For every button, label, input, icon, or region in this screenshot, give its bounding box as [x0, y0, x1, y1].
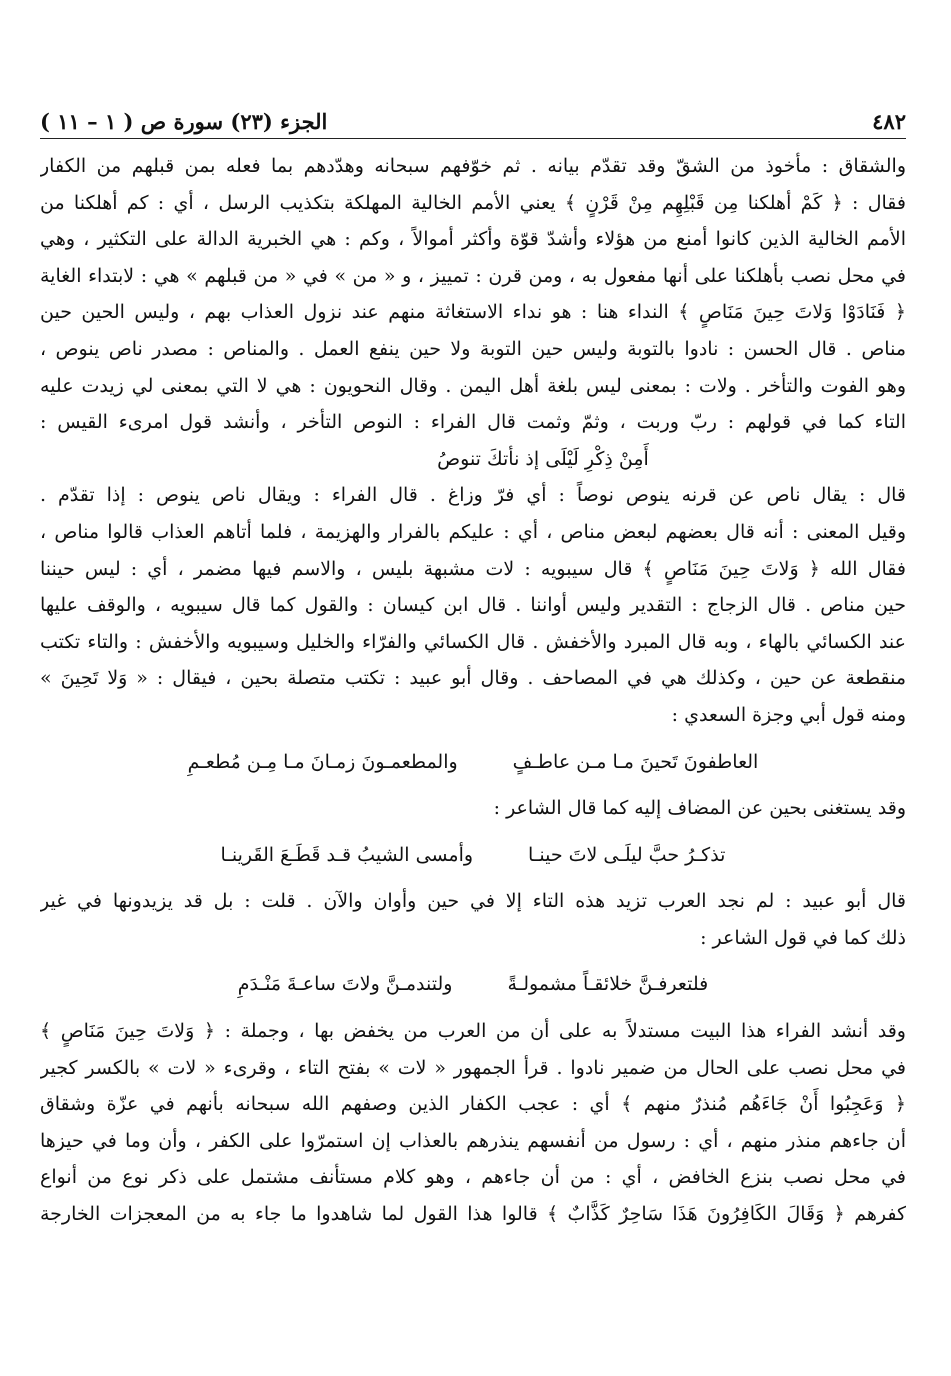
- text-line: أن جاءهم منذر منهم ، أي : رسول من أنفسهم ينذرهم بالعذاب إن استمرّوا على الكفر ، وأن وما في حيزها: [40, 1129, 906, 1152]
- text-line: منقطعة عن حين ، وكذلك هي في المصاحف . وقال أبو عبيد : تكتب متصلة بحين ، فيقال : « وَلا تَحِينَ »: [40, 667, 906, 690]
- text-line: وقيل المعنى : أنه قال بعضهم لبعض مناص ، أي : عليكم بالفرار والهزيمة ، فلما أتاهم العذاب قالوا مناص ،: [40, 520, 906, 543]
- text-line: كفرهم ﴿ وَقَالَ الكَافِرُونَ هَذَا سَاحِرٌ كَذَّابٌ ﴾ قالوا هذا القول لما شاهدوا ما جاء به من المعجزات الخارجة: [40, 1203, 906, 1226]
- verse-first-hemistich: تذكـرُ حبَّ ليلَـى لاتَ حينـا: [528, 843, 726, 866]
- text-line: عند الكسائي بالهاء ، وبه قال المبرد والأخفش . قال الكسائي والفرّاء والخليل وسيبويه والأخفش : والتاء تكتب: [40, 630, 906, 653]
- text-line: في محل نصب بأهلكنا على أنها مفعول به ، ومن قرن : تمييز ، و « من » في « من قبلهم » هي : لابتداء الغاية: [40, 264, 906, 287]
- page-header: [40, 100, 906, 139]
- text-line: في محل نصب على الحال من ضمير نادوا . قرأ الجمهور « لات » بفتح التاء ، وقرىء « لات » بالكسر كجير: [40, 1056, 906, 1079]
- text-line: التاء كما في قولهم : ربّ وربت ، وثمّ وثمت قال الفراء : النوص التأخر ، وأنشد قول امرىء القيس :: [40, 411, 906, 434]
- text-line: ذلك كما في قول الشاعر :: [700, 926, 906, 949]
- verse-second-hemistich: ولتندمـنَّ ولاتَ ساعـةَ مَنْـدَمِ: [237, 973, 453, 996]
- text-line: قال أبو عبيد : لم نجد العرب تزيد هذه التاء إلا في حين وأوان والآن . قلت : بل قد يزيدونها في غير: [40, 890, 906, 913]
- poetry-couplet: [40, 966, 906, 1003]
- text-line: ﴿ وَعَجِبُوا أَنْ جَاءَهُم مُنذرٌ منهم ﴾ أي : عجب الكفار الذين وصفهم الله سبحانه بأنهم في عزّة وشقاق: [40, 1093, 906, 1116]
- body-text: [40, 148, 906, 1233]
- poetry-couplet: [40, 837, 906, 874]
- text-line: ﴿ فَنَادَوْا وَلاتَ حِينَ مَنَاصٍ ﴾ النداء هنا : هو نداء الاستغاثة منهم عند نزول العذاب بهم ، وليس الحين حين: [40, 301, 906, 324]
- poetry-verse: أَمِنْ ذِكْرِ لَيْلَى إذ نأتكَ تنوصُ: [437, 447, 649, 470]
- text-line: قال : يقال ناص عن قرنه ينوص نوصاً : أي فرّ وزاغ . قال الفراء : ويقال ناص ينوص : إذا تقدّم .: [40, 484, 906, 507]
- verse-second-hemistich: وأمسى الشيبُ قـد قَطَـعَ القَرينـا: [220, 843, 474, 866]
- text-line: الأمم الخالية الذين كانوا أمنع من هؤلاء وأشدّ قوّة وأكثر أموالاً ، وكم : هي الخبرية الدالة على التكثير ، وهي: [40, 228, 906, 251]
- text-line: والشقاق : مأخوذ من الشقّ وقد تقدّم بيانه . ثم خوّفهم سبحانه وهدّدهم بما فعله بمن قبلهم من الكفار: [40, 155, 906, 177]
- text-line: وقد أنشد الفراء هذا البيت مستدلاً به على أن من العرب من يخفض بها ، وجملة : ﴿ وَلاتَ حِينَ مَنَاصٍ ﴾: [40, 1020, 906, 1043]
- text-line: مناص . قال الحسن : نادوا بالتوبة وليس حين التوبة ولا حين ينفع العمل . والمناص : مصدر ناص ينوص ،: [40, 337, 906, 360]
- page-number: ٤٨٢: [872, 109, 906, 134]
- text-line: حين مناص . قال الزجاج : التقدير وليس أواننا . قال ابن كيسان : والقول كما قال سيبويه ، والوقف عليها: [40, 594, 906, 617]
- text-line: وهو الفوت والتأخر . ولات : بمعنى ليس بلغة أهل اليمن . وقال النحويون : هي لا التي بمعنى لي زيدت عليه: [40, 374, 906, 397]
- verse-first-hemistich: العاطفونَ تَحينَ مـا مـن عاطـفٍ: [512, 750, 759, 773]
- text-line: ومنه قول أبي وجزة السعدي :: [671, 703, 906, 726]
- text-line: فقال الله ﴿ وَلاتَ حِينَ مَنَاصٍ ﴾ قال سيبويه : لات مشبهة بليس ، والاسم فيها مضمر ، أي : ليس حيننا: [40, 557, 906, 580]
- running-title: الجزء (٢٣) سورة ص ( ١ – ١١ ): [40, 109, 328, 134]
- poetry-couplet: [40, 744, 906, 781]
- text-line: في محل نصب بنزع الخافض ، أي : من أن جاءهم ، وهو كلام مستأنف مشتمل على ذكر نوع من أنواع: [40, 1166, 906, 1189]
- verse-second-hemistich: والمطعمـونَ زمـانَ مـا مِـن مُطعـمِ: [187, 750, 458, 773]
- verse-first-hemistich: فلتعرفـنَّ خلائقـاً مشمولـةً: [507, 973, 709, 996]
- text-line: وقد يستغنى بحين عن المضاف إليه كما قال الشاعر :: [493, 797, 906, 820]
- text-line: فقال : ﴿ كَمْ أهلكنا مِن قَبْلِهِم مِنْ قَرْنٍ ﴾ يعني الأمم الخالية المهلكة بتكذيب الرسل ، أي : كم أهلكنا من: [40, 191, 906, 214]
